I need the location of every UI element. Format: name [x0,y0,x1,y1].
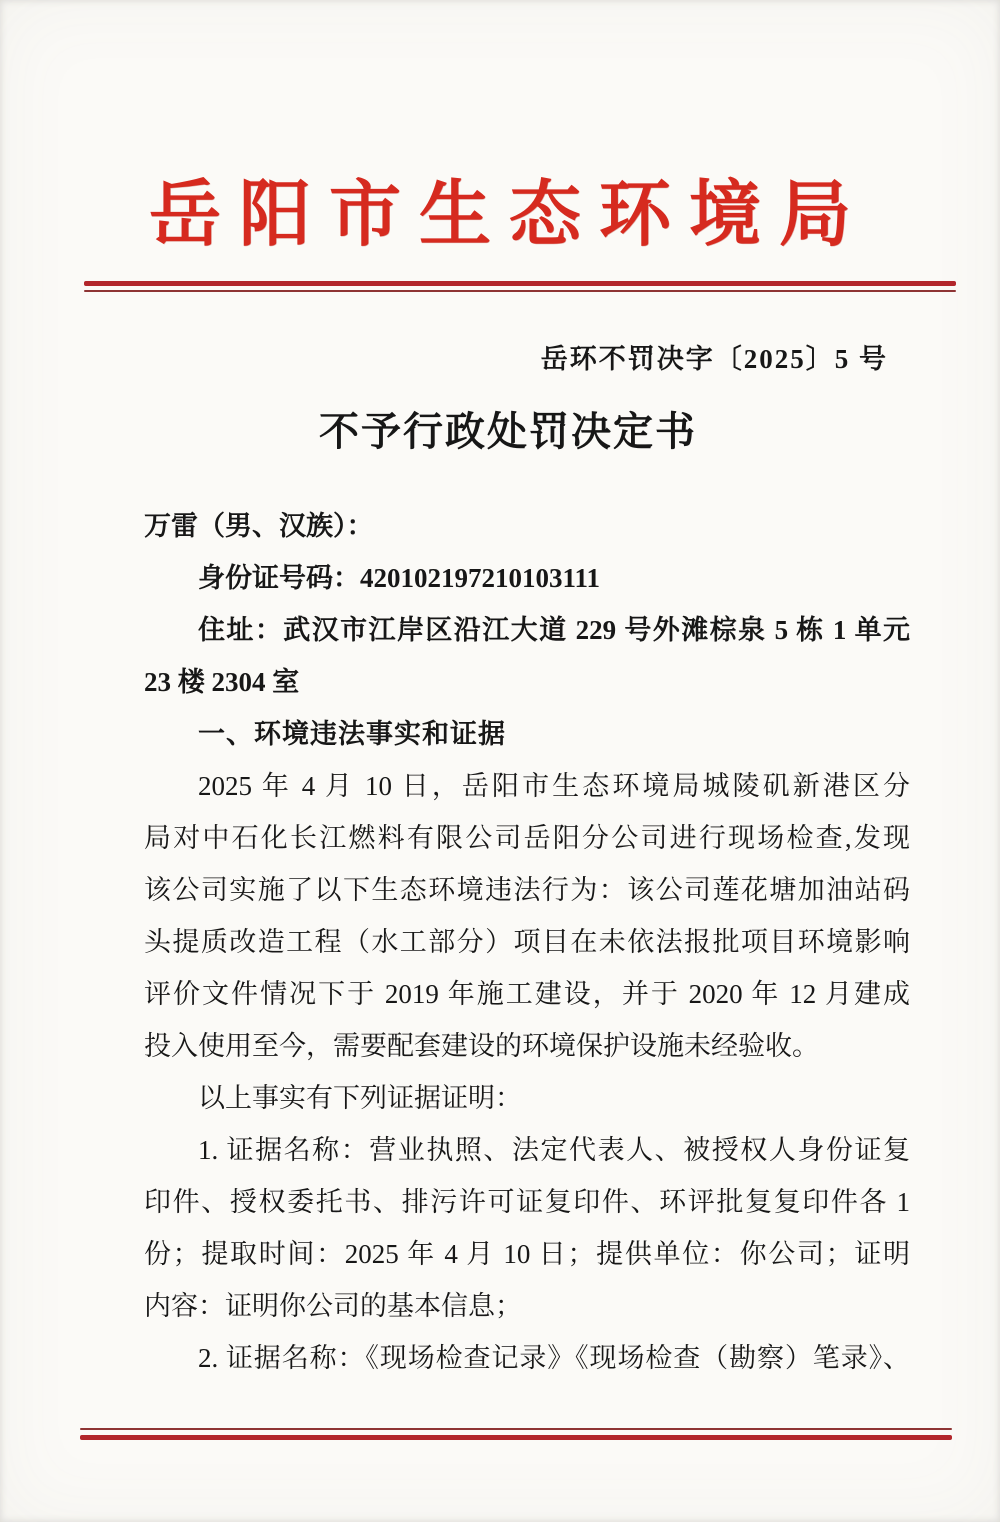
body-line: 份；提取时间：2025 年 4 月 10 日；提供单位：你公司；证明 [144,1239,910,1269]
body-line: 头提质改造工程（水工部分）项目在未依法报批项目环境影响 [144,927,910,957]
rule-thick-line [80,1435,952,1440]
body-line: 2025 年 4 月 10 日，岳阳市生态环境局城陵矶新港区分 [198,771,910,801]
body-line: 万雷（男、汉族）： [144,511,374,541]
body-line: 内容：证明你公司的基本信息； [144,1291,522,1321]
body-line: 1. 证据名称：营业执照、法定代表人、被授权人身份证复 [198,1135,910,1165]
masthead-double-rule [84,281,956,292]
body-line: 23 楼 2304 室 [144,667,300,697]
body-line: 该公司实施了以下生态环境违法行为：该公司莲花塘加油站码 [144,875,910,905]
body-line: 投入使用至今，需要配套建设的环境保护设施未经验收。 [144,1031,819,1061]
footer-double-rule [80,1428,952,1440]
body-line: 评价文件情况下于 2019 年施工建设，并于 2020 年 12 月建成 [144,979,910,1009]
body-line: 局对中石化长江燃料有限公司岳阳分公司进行现场检查,发现 [144,823,910,853]
document-title: 不予行政处罚决定书 [319,409,697,454]
rule-thin-line [84,290,956,292]
document-body [144,500,910,1384]
body-line: 身份证号码：420102197210103111 [198,563,601,593]
body-line: 住址：武汉市江岸区沿江大道 229 号外滩棕泉 5 栋 1 单元 [198,615,910,645]
document-number: 岳环不罚决字〔2025〕5 号 [540,344,888,374]
body-line: 2. 证据名称：《现场检查记录》《现场检查（勘察）笔录》、 [198,1343,910,1373]
body-line: 印件、授权委托书、排污许可证复印件、环评批复复印件各 1 [144,1187,910,1217]
body-line: 一、环境违法事实和证据 [198,719,506,749]
agency-masthead: 岳阳市生态环境局 [148,175,869,255]
body-line: 以上事实有下列证据证明： [198,1083,522,1113]
